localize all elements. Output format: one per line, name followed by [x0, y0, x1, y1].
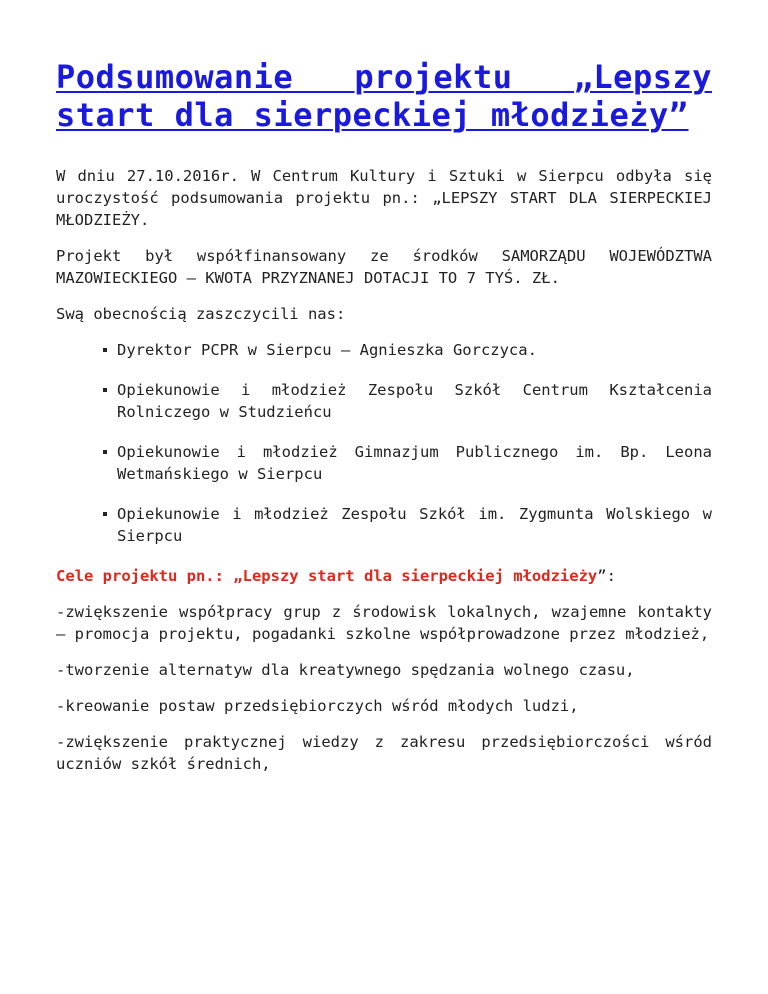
title-link[interactable]: Podsumowanie projektu „Lepszy start dla sierpeckiej młodzieży” — [56, 58, 712, 134]
goals-heading — [56, 565, 712, 587]
list-item — [116, 441, 712, 485]
funding-paragraph: Projekt był współfinansowany ze środków SAMORZĄDU WOJEWÓDZTWA MAZOWIECKIEGO – KWOTA PRZYZNANEJ DOTACJI TO 7 TYŚ. ZŁ. — [56, 247, 712, 287]
goal-paragraph: -zwiększenie współpracy grup z środowisk lokalnych, wzajemne kontakty – promocja projektu, pogadanki szkolne współprowadzone przez młodzież, — [56, 603, 712, 643]
goals-heading-suffix: ”: — [597, 567, 616, 585]
bullet-icon — [103, 512, 107, 516]
document-page — [56, 58, 712, 789]
list-item-text: Dyrektor PCPR w Sierpcu – Agnieszka Gorczyca. — [117, 341, 537, 359]
list-item-text: Opiekunowie i młodzież Zespołu Szkół im. Zygmunta Wolskiego w Sierpcu — [117, 505, 712, 545]
page-title — [56, 58, 712, 134]
list-item-text: Opiekunowie i młodzież Zespołu Szkół Centrum Kształcenia Rolniczego w Studzieńcu — [117, 381, 712, 421]
guests-intro-paragraph: Swą obecnością zaszczycili nas: — [56, 305, 346, 323]
article-body — [56, 165, 712, 775]
attendees-list — [56, 339, 712, 547]
bullet-icon — [103, 388, 107, 392]
goal-paragraph: -kreowanie postaw przedsiębiorczych wśród młodych ludzi, — [56, 697, 579, 715]
list-item — [116, 339, 712, 361]
goal-paragraph: -tworzenie alternatyw dla kreatywnego spędzania wolnego czasu, — [56, 661, 635, 679]
bullet-icon — [103, 348, 107, 352]
goal-paragraph: -zwiększenie praktycznej wiedzy z zakresu przedsiębiorczości wśród uczniów szkół średnich, — [56, 733, 712, 773]
intro-paragraph: W dniu 27.10.2016r. W Centrum Kultury i Sztuki w Sierpcu odbyła się uroczystość podsumowania projektu pn.: „LEPSZY START DLA SIERPECKIEJ MŁODZIEŻY. — [56, 167, 712, 229]
list-item — [116, 379, 712, 423]
list-item — [116, 503, 712, 547]
list-item-text: Opiekunowie i młodzież Gimnazjum Publicznego im. Bp. Leona Wetmańskiego w Sierpcu — [117, 443, 712, 483]
goals-heading-text: Cele projektu pn.: „Lepszy start dla sierpeckiej młodzieży — [56, 567, 598, 585]
bullet-icon — [103, 450, 107, 454]
